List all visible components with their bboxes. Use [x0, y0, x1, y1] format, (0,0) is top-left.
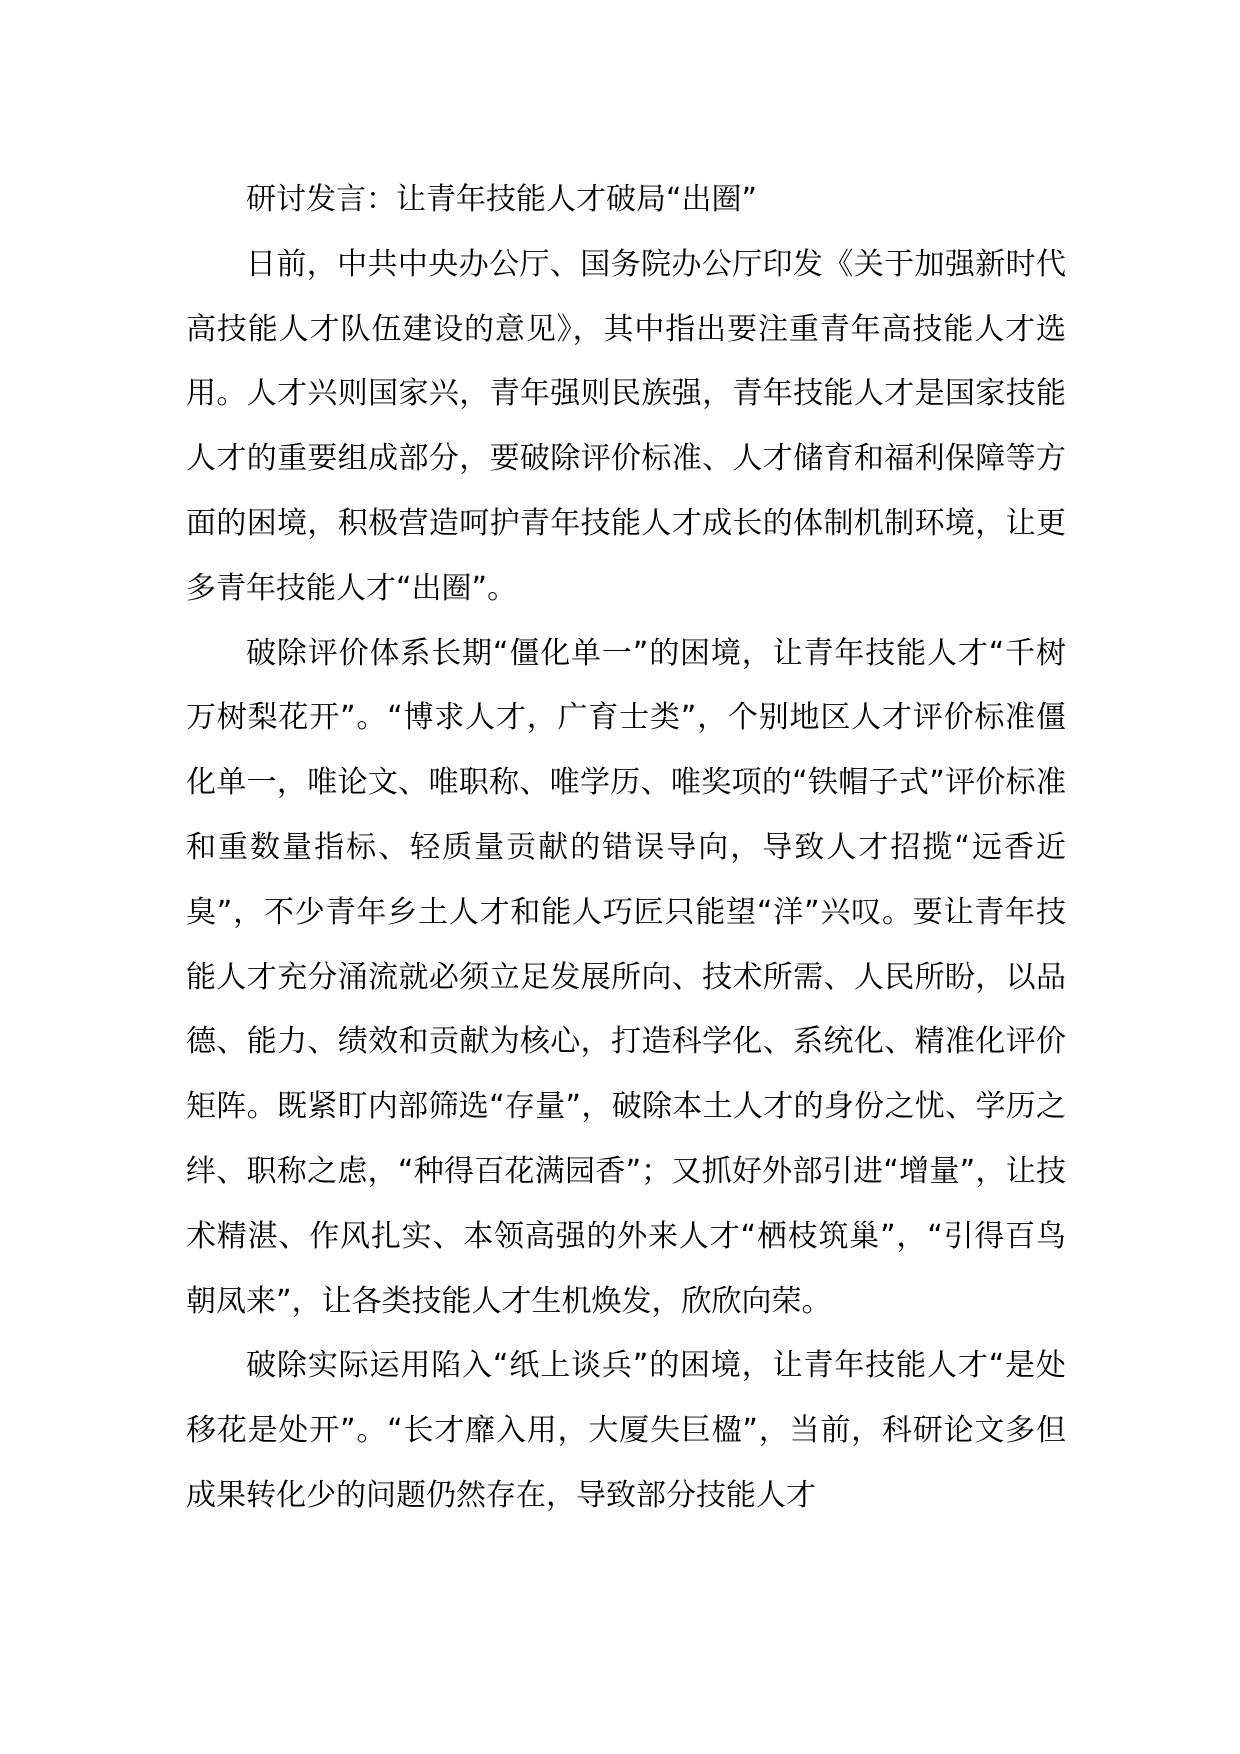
document-page — [186, 168, 1066, 1529]
paragraph-application: 破除实际运用陷入“纸上谈兵”的困境，让青年技能人才“是处移花是处开”。“长才靡入用，大厦失巨楹”，当前，科研论文多但成果转化少的问题仍然存在，导致部分技能人才 — [186, 1348, 1066, 1513]
document-title: 研讨发言：让青年技能人才破局“出圈” — [246, 182, 758, 217]
paragraph-evaluation: 破除评价体系长期“僵化单一”的困境，让青年技能人才“千树万树梨花开”。“博求人才，广育士类”，个别地区人才评价标准僵化单一，唯论文、唯职称、唯学历、唯奖项的“铁帽子式”评价标准和重数量指标、轻质量贡献的错误导向，导致人才招揽“远香近臭”，不少青年乡土人才和能人巧匠只能望“洋”兴叹。要让青年技能人才充分涌流就必须立足发展所向、技术所需、人民所盼，以品德、能力、绩效和贡献为核心，打造科学化、系统化、精准化评价矩阵。既紧盯内部筛选“存量”，破除本土人才的身份之忧、学历之绊、职称之虑，“种得百花满园香”；又抓好外部引进“增量”，让技术精湛、作风扎实、本领高强的外来人才“栖枝筑巢”，“引得百鸟朝凤来”，让各类技能人才生机焕发，欣欣向荣。 — [186, 635, 1066, 1319]
paragraph-intro: 日前，中共中央办公厅、国务院办公厅印发《关于加强新时代高技能人才队伍建设的意见》，其中指出要注重青年高技能人才选用。人才兴则国家兴，青年强则民族强，青年技能人才是国家技能人才的重要组成部分，要破除评价标准、人才储育和福利保障等方面的困境，积极营造呵护青年技能人才成长的体制机制环境，让更多青年技能人才“出圈”。 — [186, 246, 1066, 606]
